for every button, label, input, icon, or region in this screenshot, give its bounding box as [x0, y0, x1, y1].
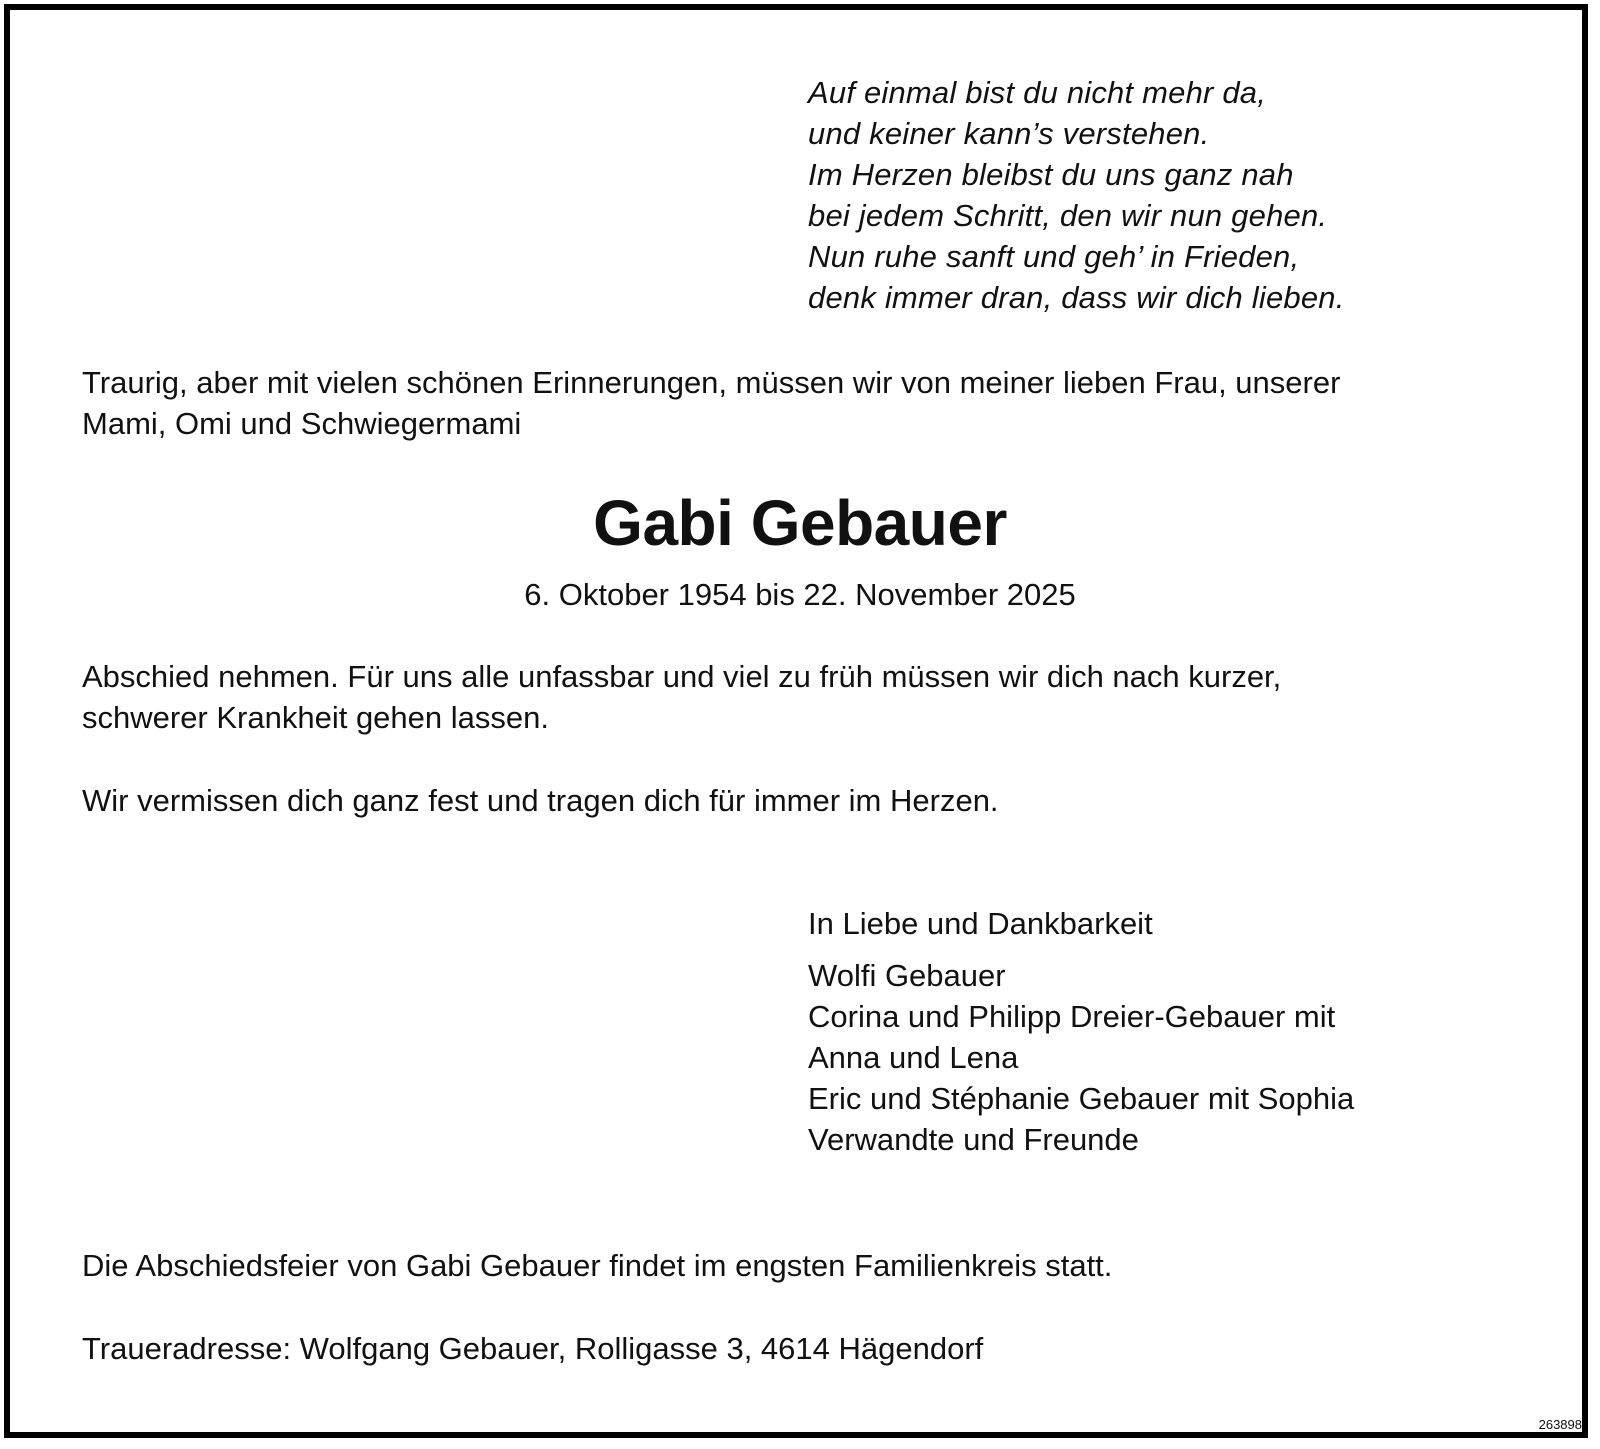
signer: Corina und Philipp Dreier-Gebauer mit	[808, 999, 1336, 1034]
signer: Anna und Lena	[808, 1040, 1019, 1075]
farewell-paragraph	[82, 656, 1281, 738]
poem-line: denk immer dran, dass wir dich lieben.	[808, 280, 1345, 315]
intro-line: Traurig, aber mit vielen schönen Erinnerungen, müssen wir von meiner lieben Frau, unserer	[82, 365, 1341, 400]
mourning-address: Traueradresse: Wolfgang Gebauer, Rolligasse 3, 4614 Hägendorf	[82, 1331, 984, 1366]
intro-paragraph	[82, 362, 1340, 444]
life-dates: 6. Oktober 1954 bis 22. November 2025	[524, 577, 1076, 612]
miss-paragraph: Wir vermissen dich ganz fest und tragen dich für immer im Herzen.	[82, 783, 999, 818]
signer: Eric und Stéphanie Gebauer mit Sophia	[808, 1081, 1355, 1116]
poem-line: bei jedem Schritt, den wir nun gehen.	[808, 198, 1328, 233]
signoff: In Liebe und Dankbarkeit	[808, 906, 1153, 941]
poem-line: Im Herzen bleibst du uns ganz nah	[808, 157, 1294, 192]
poem-line: und keiner kann’s verstehen.	[808, 116, 1210, 151]
intro-line: Mami, Omi und Schwiegermami	[82, 406, 522, 441]
ceremony-note: Die Abschiedsfeier von Gabi Gebauer findet im engsten Familienkreis statt.	[82, 1248, 1113, 1283]
signer: Wolfi Gebauer	[808, 958, 1006, 993]
ad-number: 263898	[1538, 1417, 1582, 1432]
farewell-line: schwerer Krankheit gehen lassen.	[82, 700, 549, 735]
poem	[808, 72, 1508, 318]
farewell-line: Abschied nehmen. Für uns alle unfassbar und viel zu früh müssen wir dich nach kurzer,	[82, 659, 1282, 694]
deceased-name: Gabi Gebauer	[593, 487, 1007, 559]
signers-list	[808, 955, 1354, 1160]
poem-line: Auf einmal bist du nicht mehr da,	[808, 75, 1267, 110]
poem-line: Nun ruhe sanft und geh’ in Frieden,	[808, 239, 1300, 274]
signer: Verwandte und Freunde	[808, 1122, 1139, 1157]
